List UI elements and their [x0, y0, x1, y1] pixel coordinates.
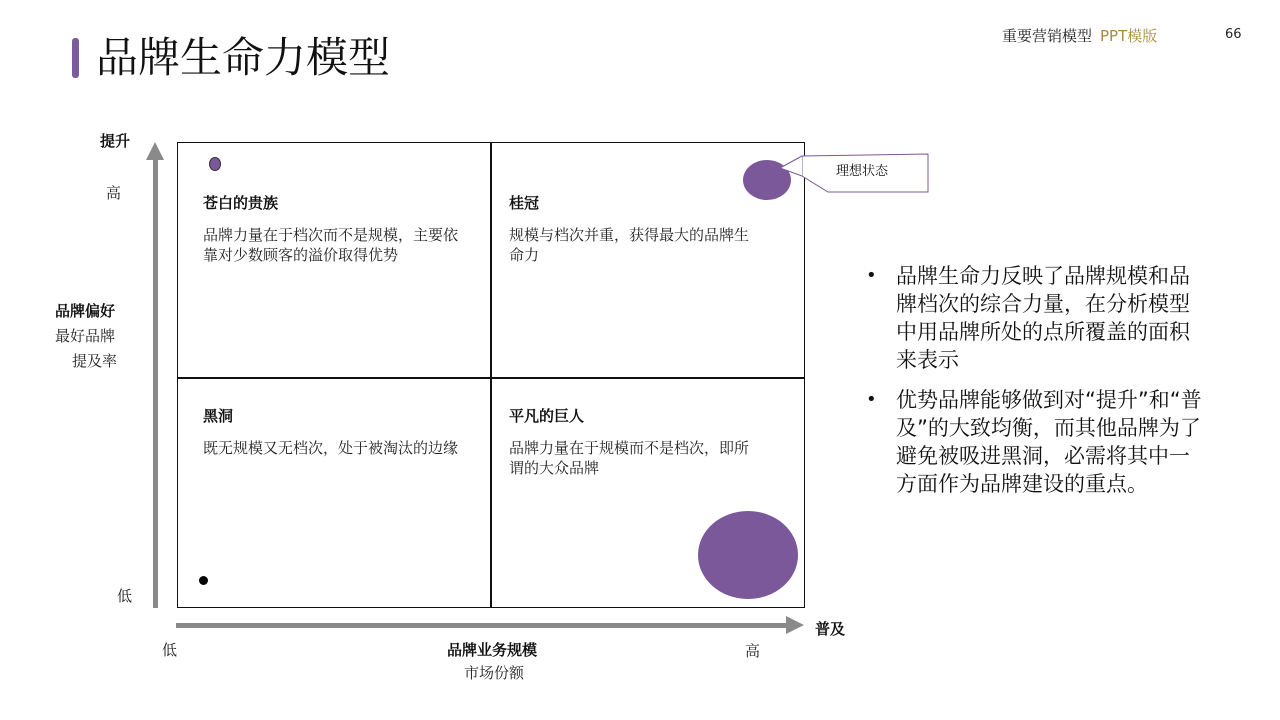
- quadrant-bottom-right-desc: 品牌力量在于规模而不是档次，即所谓的大众品牌: [509, 439, 750, 477]
- y-axis-high-label: 高: [106, 184, 122, 202]
- bullet-item: • 品牌生命力反映了品牌规模和品牌档次的综合力量，在分析模型中用品牌所处的点所覆盖的面积来表示: [866, 262, 1206, 374]
- bullet-item: • 优势品牌能够做到对“提升”和“普及”的大致均衡，而其他品牌为了避免被吸进黑洞，必需将其中一方面作为品牌建设的重点。: [866, 386, 1206, 498]
- header-right: [1002, 26, 1157, 46]
- brand-dot-blackhole: [199, 576, 208, 585]
- page-title: 品牌生命力模型: [96, 33, 391, 82]
- quadrant-top-right-desc: 规模与档次并重，获得最大的品牌生命力: [509, 226, 750, 264]
- y-axis-top-label: 提升: [100, 132, 131, 150]
- page-number: 66: [1225, 27, 1242, 42]
- matrix-horizontal-divider: [177, 377, 805, 379]
- y-axis-line: [153, 156, 158, 608]
- quadrant-bottom-left-desc: 既无规模又无档次，处于被淘汰的边缘: [203, 439, 459, 457]
- quadrant-bottom-left-title: 黑洞: [203, 407, 234, 425]
- brand-dot-giant: [698, 511, 798, 599]
- y-axis-title: 品牌偏好: [55, 302, 116, 320]
- x-axis-line: [176, 623, 788, 628]
- x-axis-high-label: 高: [745, 642, 761, 660]
- quadrant-top-right-title: 桂冠: [509, 194, 540, 212]
- y-axis-subtitle-1: 最好品牌: [55, 327, 116, 345]
- quadrant-top-left-title: 苍白的贵族: [203, 194, 279, 212]
- brand-dot-aristocrat: [209, 157, 221, 171]
- callout-label: 理想状态: [836, 164, 889, 179]
- x-axis-arrow-icon: [786, 616, 804, 634]
- y-axis-subtitle-2: 提及率: [72, 352, 118, 370]
- header-tag: PPT模版: [1100, 27, 1158, 45]
- matrix-vertical-divider: [490, 142, 492, 608]
- quadrant-top-left-desc: 品牌力量在于档次而不是规模，主要依靠对少数顾客的溢价取得优势: [203, 226, 459, 264]
- x-axis-end-label: 普及: [815, 620, 846, 638]
- y-axis-low-label: 低: [117, 587, 133, 605]
- header-category: 重要营销模型: [1002, 27, 1093, 45]
- x-axis-subtitle: 市场份额: [464, 664, 525, 682]
- bullet-list: [866, 262, 1206, 510]
- x-axis-title: 品牌业务规模: [447, 641, 538, 659]
- y-axis-arrow-icon: [146, 142, 164, 160]
- x-axis-low-label: 低: [162, 641, 178, 659]
- title-accent-bar: [72, 38, 79, 78]
- quadrant-bottom-right-title: 平凡的巨人: [509, 407, 585, 425]
